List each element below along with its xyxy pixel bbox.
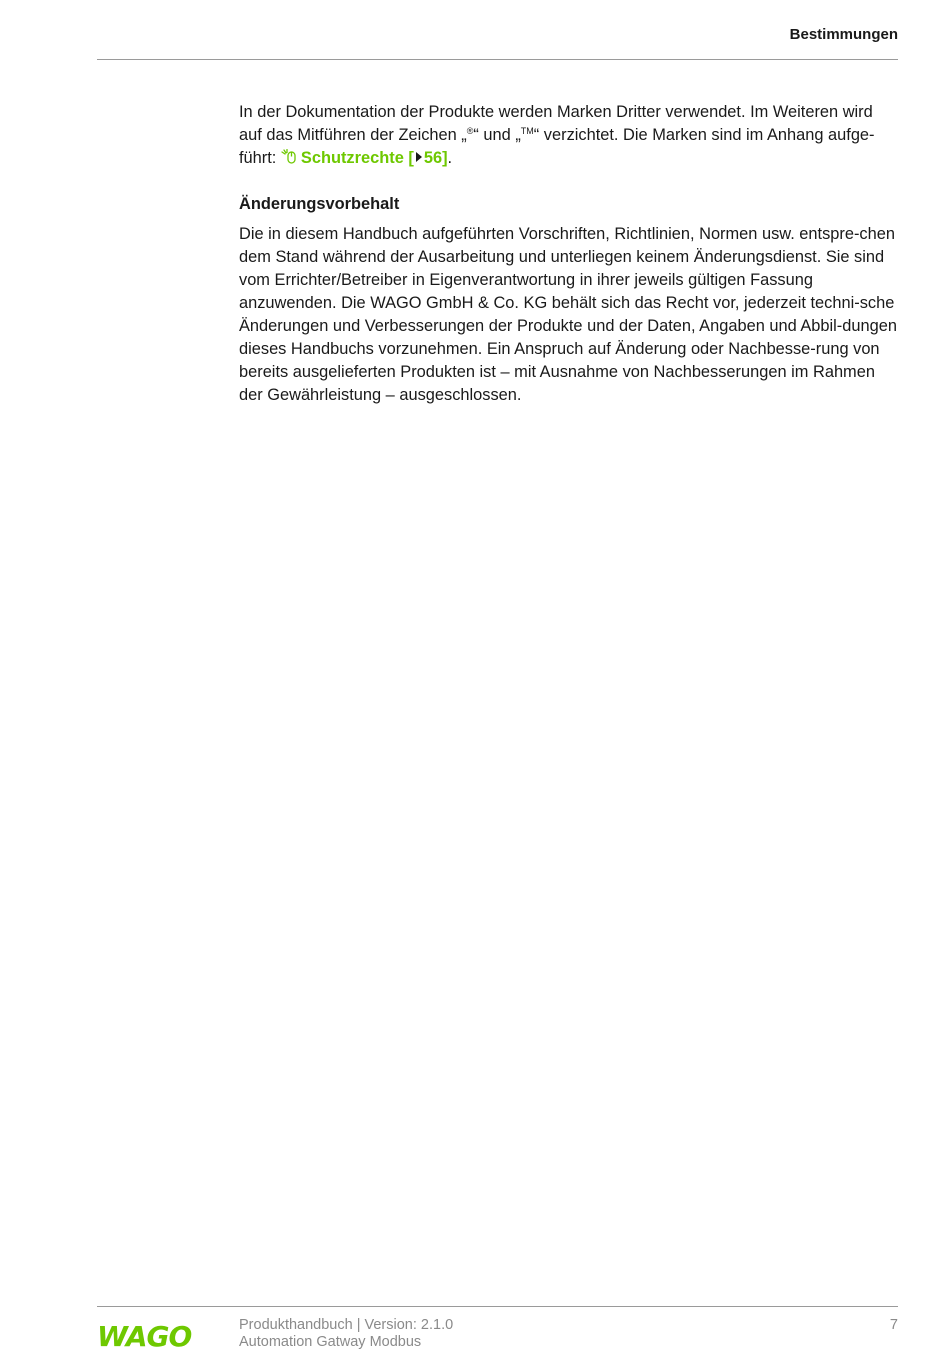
footer-line-product: Automation Gatway Modbus — [239, 1334, 422, 1350]
trademark-mark: TM — [520, 126, 534, 136]
svg-text:WAGO: WAGO — [97, 1321, 192, 1351]
trademark-text-3: “ verzichtet. Die Marken sind im Anhang aufge-führt: — [239, 126, 875, 167]
trademark-text-2: “ und „ — [473, 126, 521, 144]
section-heading: Änderungsvorbehalt — [239, 195, 400, 213]
registered-mark: ® — [466, 126, 474, 136]
trademark-text-1: In der Dokumentation der Produkte werden Marken Dritter verwendet. Im Weiteren wird auf das Mitführen der Zeichen „ — [239, 103, 873, 144]
schutzrechte-link-label: Schutzrechte [ — [300, 149, 414, 167]
header-divider — [97, 59, 898, 60]
footer-line-version: Produkthandbuch | Version: 2.1.0 — [239, 1317, 454, 1333]
trademark-paragraph — [239, 101, 899, 171]
main-content — [239, 101, 899, 407]
click-pointer-icon — [281, 148, 298, 171]
section-paragraph: Die in diesem Handbuch aufgeführten Vorschriften, Richtlinien, Normen usw. entspre-chen dem Stand während der Ausarbeitung und unterliegen keinem Änderungsdienst. Sie sind vom Errichter/Betreiber in Eigenverantwortung in ihrer jeweils gültigen Fassung anzuwenden. Die WAGO GmbH & Co. KG behält sich das Recht vor, jederzeit techni-sche Änderungen und Verbesserungen der Produkte und der Daten, Angaben und Abbil-dungen dieses Handbuchs vorzunehmen. Ein Anspruch auf Änderung oder Nachbesse-rung von bereits ausgelieferten Produkten ist – mit Ausnahme von Nachbesserungen im Rahmen der Gewährleistung – ausgeschlossen. — [239, 225, 897, 404]
footer-document-info — [239, 1317, 453, 1351]
footer-divider — [97, 1306, 898, 1307]
wago-logo — [97, 1321, 193, 1356]
schutzrechte-link[interactable] — [281, 149, 448, 167]
page-header-section-title: Bestimmungen — [789, 26, 898, 43]
trademark-text-end: . — [447, 149, 453, 167]
page-number: 7 — [889, 1317, 898, 1333]
schutzrechte-link-page: 56] — [423, 149, 448, 167]
triangle-right-icon — [415, 147, 423, 170]
